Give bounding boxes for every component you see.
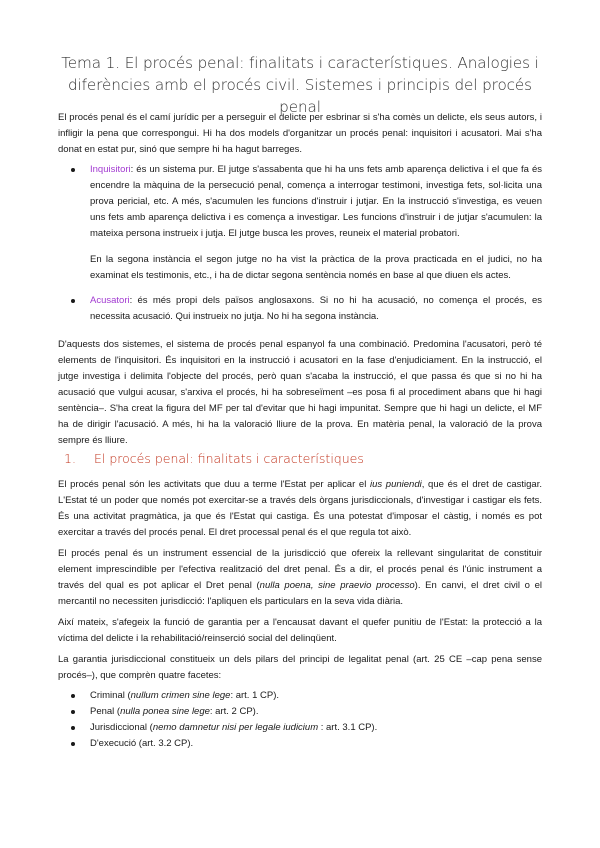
- systems-list: [58, 162, 542, 325]
- list-item: D'execució (art. 3.2 CP).: [58, 736, 542, 752]
- list-item: Penal (nulla ponea sine lege: art. 2 CP).: [58, 704, 542, 720]
- section-number: 1.: [64, 451, 76, 466]
- system-term: Acusatori: [90, 295, 130, 306]
- page-title: Tema 1. El procés penal: finalitats i característiques. Analogies i diferències amb el procés civil. Sistemes i principis del procés penal: [61, 54, 539, 116]
- bullet-icon: [71, 742, 75, 746]
- system-description: : és més propi dels països anglosaxons. Si no hi ha acusació, no comença el procés, es necessita acusació. Qui instrueix no jutja. No hi ha segona instància.: [90, 295, 542, 322]
- bullet-icon: [71, 694, 75, 698]
- list-item: [58, 162, 542, 284]
- paragraph: La garantia jurisdiccional constitueix un dels pilars del principi de legalitat penal (art. 25 CE –cap pena sense procés–), que comprèn quatre facetes:: [58, 654, 542, 681]
- system-extra: En la segona instància el segon jutge no ha vist la pràctica de la prova practicada en el judici, no ha examinat els testimonis, etc., i ha de dictar segona sentència només en base al que diuen els actes.: [90, 254, 542, 281]
- list-item: Jurisdiccional (nemo damnetur nisi per legale iudicium : art. 3.1 CP).: [58, 720, 542, 736]
- bullet-icon: [71, 726, 75, 730]
- section-heading: [58, 451, 542, 467]
- facets-list: [58, 688, 542, 752]
- system-description: : és un sistema pur. El jutge s'assabenta que hi ha uns fets amb aparença delictiva i el que fa és encendre la màquina de la persecució penal, comença a interrogar testimoni, investiga fets, sol·licita una prova pericial, etc. A més, s'acumulen les funcions d'instruir i jutjar. En la instrucció s'investiga, es veuen uns fets amb aparença delictiva i es comença a investigar. Les funcions d'instruir i de jutjar s'acumulen: la mateixa persona instrueix i jutja. El jutge busca les proves, reuneix el material probatori.: [90, 164, 542, 239]
- paragraph: El procés penal és un instrument essencial de la jurisdicció que ofereix la rellevant singularitat de constituir element imprescindible per l'efectiva realització del dret penal. És a dir, el procés penal és l'únic instrument a través del qual es pot aplicar el Dret penal (nulla poena, sine praevio processo). En canvi, el dret civil o el mercantil no necessiten jurisdicció: l'apliquen els particulars en la seva vida diària.: [58, 548, 542, 607]
- system-term: Inquisitori: [90, 164, 131, 175]
- combination-paragraph: D'aquests dos sistemes, el sistema de procés penal espanyol fa una combinació. Predomina l'acusatori, però té elements de l'inquisitori. És inquisitori en la instrucció i acusatori en la fase d'enjudiciament. En la instrucció, el jutge investiga i delimita l'objecte del procés, però quan s'acaba la instrucció, el que passa és que si no hi ha acusació que vulgui acusar, s'arxiva el procés, hi ha sobreseïment –es posa fi al procediment abans que hi hagi sentència–. S'ha creat la figura del MF per tal d'evitar que hi hagi impunitat. Sempre que hi hagi un delicte, el MF ha de dirigir l'acusació. A més, hi ha la valoració lliure de la prova. En matèria penal, la valoració de la prova sempre és lliure.: [58, 339, 542, 446]
- bullet-icon: [71, 710, 75, 714]
- intro-paragraph: El procés penal és el camí jurídic per a perseguir el delicte per esbrinar si s'ha comès un delicte, els seus autors, i infligir la pena que correspongui. Hi ha dos models d'organitzar un procés penal: inquisitori i acusatori. Mai s'ha donat en estat pur, sinó que sempre hi ha hagut barreges.: [58, 112, 542, 155]
- paragraph: Així mateix, s'afegeix la funció de garantia per a l'encausat davant el quefer punitiu de l'Estat: la protecció a la víctima del delicte i la rehabilitació/reinserció social del delinqüent.: [58, 617, 542, 644]
- paragraph: El procés penal són les activitats que duu a terme l'Estat per aplicar el ius puniendi, que és el dret de castigar. L'Estat té un poder que només pot exercitar-se a través dels òrgans jurisdiccionals, d'investigar i castigar els fets. És una activitat pragmàtica, ja que és l'Estat qui castiga. És una potestat d'imposar el càstig, i només es pot exercitar a través del procés penal. El dret processal penal és el que regula tot això.: [58, 479, 542, 538]
- bullet-icon: [71, 299, 75, 303]
- list-item: Criminal (nullum crimen sine lege: art. 1 CP).: [58, 688, 542, 704]
- section-title: El procés penal: finalitats i característiques: [94, 451, 364, 466]
- list-item: [58, 293, 542, 325]
- bullet-icon: [71, 168, 75, 172]
